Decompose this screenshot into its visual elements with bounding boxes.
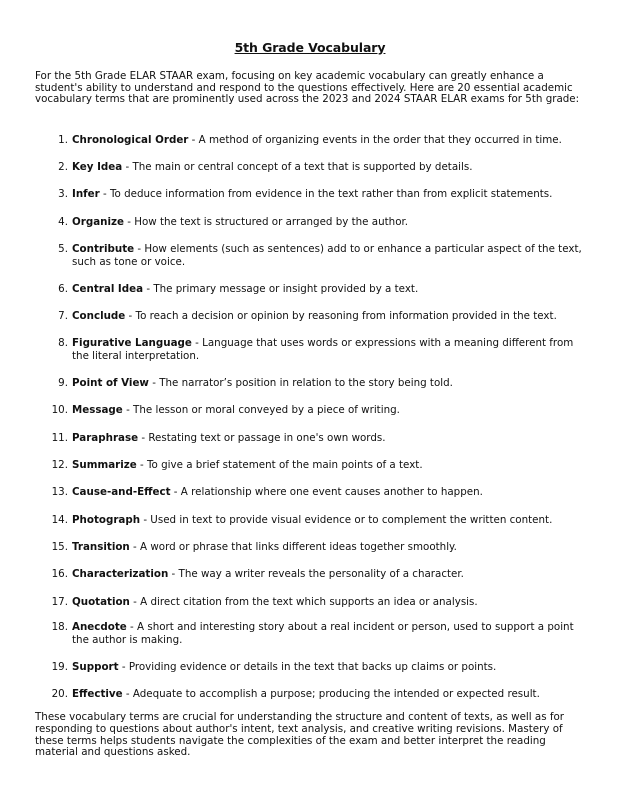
item-number: 3. [58,188,68,200]
item-number: 12. [51,459,68,471]
item-number: 5. [58,243,68,255]
item-number: 16. [51,568,68,580]
item-body [72,568,587,581]
item-definition: - Providing evidence or details in the text that backs up claims or points. [118,661,497,673]
item-term: Characterization [72,568,169,580]
item-number: 18. [51,621,68,633]
item-body [72,688,587,701]
item-number: 2. [58,161,68,173]
item-number: 14. [51,514,68,526]
item-body [72,432,587,445]
item-term: Infer [72,188,100,200]
page-title: 5th Grade Vocabulary [234,40,386,55]
item-definition: - Restating text or passage in one's own words. [138,432,386,444]
intro-paragraph: For the 5th Grade ELAR STAAR exam, focusing on key academic vocabulary can greatly enhance a student's ability to understand and respond to the questions effectively. Here are 20 essential academic vocabulary terms that are prominently used across the 2023 and 2024 STAAR ELAR exams for 5th grade: [35,70,580,105]
item-term: Central Idea [72,283,144,295]
item-term: Chronological Order [72,134,189,146]
item-body [72,404,587,417]
item-definition: - To deduce information from evidence in the text rather than from explicit statements. [99,188,553,200]
item-definition: - The lesson or moral conveyed by a piece of writing. [122,404,400,416]
item-term: Summarize [72,459,137,471]
item-body [72,243,587,268]
item-term: Transition [72,541,130,553]
item-definition: - How the text is structured or arranged by the author. [124,216,409,228]
item-number: 8. [58,337,68,349]
item-number: 4. [58,216,68,228]
item-number: 11. [51,432,68,444]
item-number: 13. [51,486,68,498]
item-body [72,310,587,323]
item-definition: - Language that uses words or expressions with a meaning different from the literal interpretation. [72,337,574,362]
item-body [72,621,587,646]
item-body [72,459,587,472]
item-term: Key Idea [72,161,123,173]
item-definition: - How elements (such as sentences) add to or enhance a particular aspect of the text, such as tone or voice. [72,243,582,268]
item-number: 10. [51,404,68,416]
item-definition: - To give a brief statement of the main points of a text. [136,459,423,471]
item-definition: - A word or phrase that links different ideas together smoothly. [129,541,457,553]
item-definition: - The way a writer reveals the personality of a character. [168,568,464,580]
item-number: 6. [58,283,68,295]
item-term: Photograph [72,514,141,526]
item-body [72,161,587,174]
item-number: 17. [51,596,68,608]
item-term: Effective [72,688,123,700]
item-definition: - A direct citation from the text which supports an idea or analysis. [129,596,478,608]
item-term: Cause-and-Effect [72,486,171,498]
item-body [72,596,587,609]
item-body [72,486,587,499]
item-body [72,337,587,362]
item-term: Paraphrase [72,432,139,444]
item-term: Conclude [72,310,126,322]
item-body [72,283,587,296]
item-definition: - A method of organizing events in the order that they occurred in time. [188,134,562,146]
item-body [72,541,587,554]
item-number: 19. [51,661,68,673]
item-number: 7. [58,310,68,322]
item-definition: - To reach a decision or opinion by reasoning from information provided in the text. [125,310,557,322]
item-definition: - A short and interesting story about a real incident or person, used to support a point the author is making. [72,621,574,646]
item-number: 9. [58,377,68,389]
item-term: Contribute [72,243,135,255]
item-term: Support [72,661,119,673]
item-number: 20. [51,688,68,700]
item-body [72,134,587,147]
item-definition: - The primary message or insight provided by a text. [143,283,419,295]
closing-paragraph: These vocabulary terms are crucial for understanding the structure and content of texts, as well as for responding to questions about author's intent, text analysis, and creative writing revisions. Mastery of these terms helps students navigate the complexities of the exam and better interpret the reading material and questions asked. [35,711,565,759]
item-definition: - The main or central concept of a text that is supported by details. [122,161,473,173]
item-definition: - Used in text to provide visual evidence or to complement the written content. [140,514,553,526]
item-definition: - Adequate to accomplish a purpose; producing the intended or expected result. [122,688,540,700]
item-term: Figurative Language [72,337,192,349]
item-definition: - A relationship where one event causes another to happen. [170,486,483,498]
item-body [72,188,587,201]
item-term: Anecdote [72,621,127,633]
item-body [72,661,587,674]
item-number: 1. [58,134,68,146]
item-term: Message [72,404,123,416]
item-definition: - The narrator’s position in relation to the story being told. [148,377,453,389]
item-body [72,216,587,229]
item-term: Quotation [72,596,130,608]
item-body [72,377,587,390]
item-body [72,514,587,527]
item-term: Organize [72,216,124,228]
item-term: Point of View [72,377,149,389]
item-number: 15. [51,541,68,553]
